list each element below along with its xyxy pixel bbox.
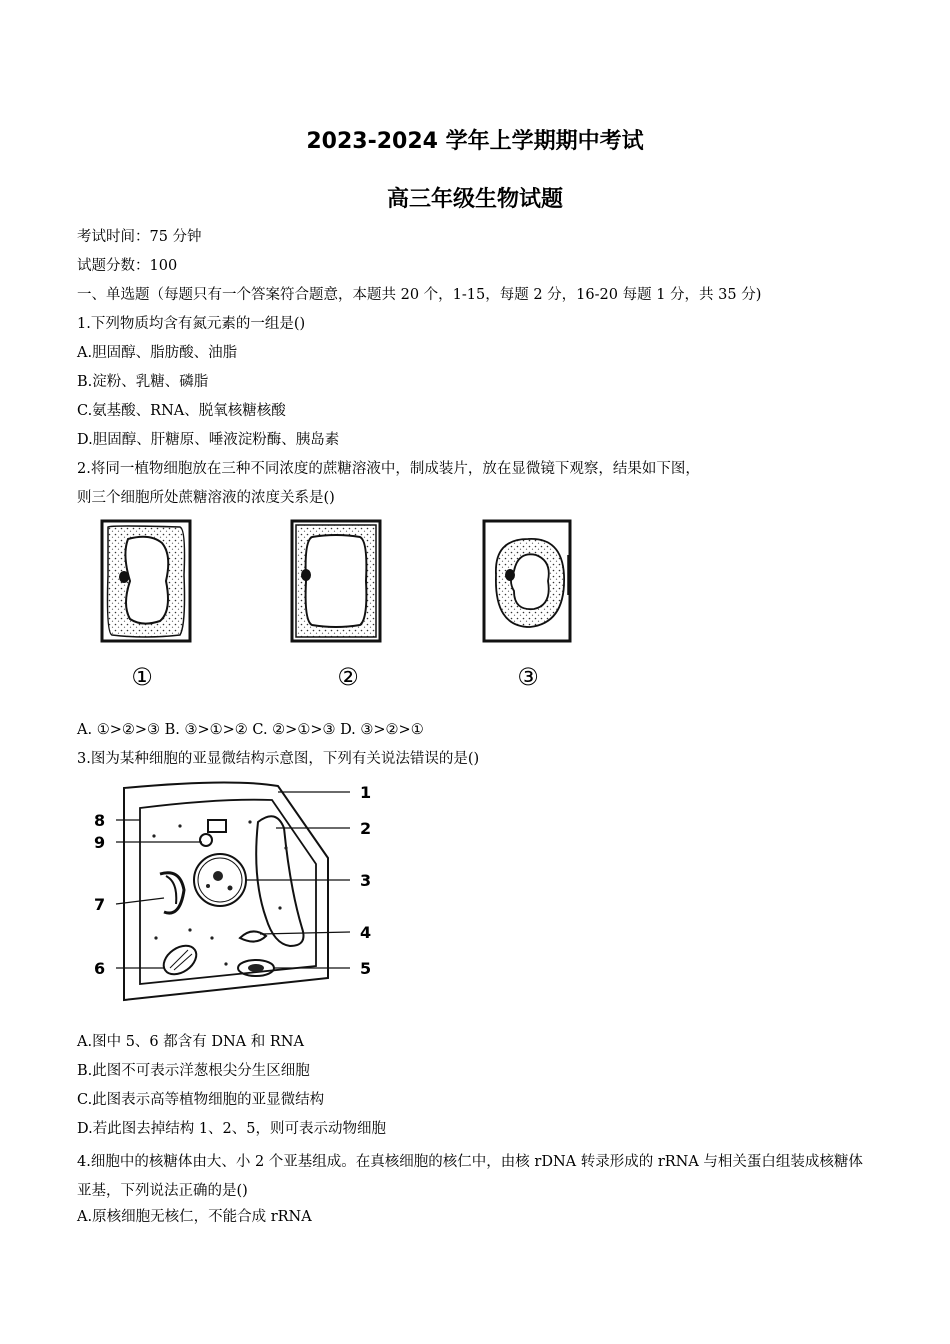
structure-label-3: 3 [360, 871, 372, 890]
structure-label-5: 5 [360, 959, 372, 978]
cell-label-3: ③ [517, 663, 539, 691]
structure-label-2: 2 [360, 819, 372, 838]
exam-title: 2023-2024 学年上学期期中考试 [306, 129, 644, 154]
q2-stem-line2: 则三个细胞所处蔗糖溶液的浓度关系是() [77, 490, 335, 506]
q1-option-a: A.胆固醇、脂肪酸、油脂 [77, 345, 238, 361]
q2-options: A. ①>②>③ B. ③>①>② C. ②>①>③ D. ③>②>① [77, 722, 424, 738]
structure-label-9: 9 [94, 833, 106, 852]
cell-3-diagram [484, 521, 570, 641]
cell-1-diagram [102, 521, 190, 641]
q1-option-b: B.淀粉、乳糖、磷脂 [77, 374, 209, 390]
structure-label-4: 4 [360, 923, 372, 942]
structure-label-7: 7 [94, 895, 106, 914]
q1-stem: 1.下列物质均含有氮元素的一组是() [77, 316, 306, 332]
q3-option-a: A.图中 5、6 都含有 DNA 和 RNA [77, 1034, 304, 1050]
exam-time: 考试时间：75 分钟 [77, 229, 202, 245]
q2-cell-figure [90, 515, 610, 700]
cell-label-1: ① [131, 663, 153, 691]
q3-option-c: C.此图表示高等植物细胞的亚显微结构 [77, 1092, 325, 1108]
structure-label-6: 6 [94, 959, 106, 978]
q3-option-b: B.此图不可表示洋葱根尖分生区细胞 [77, 1063, 310, 1079]
q4-stem: 4.细胞中的核糖体由大、小 2 个亚基组成。在真核细胞的核仁中，由核 rDNA 转录形成的 rRNA 与相关蛋白组装成核糖体亚基，下列说法正确的是() [77, 1154, 863, 1199]
section-heading: 一、单选题（每题只有一个答案符合题意，本题共 20 个，1-15，每题 2 分，16-20 每题 1 分，共 35 分) [77, 287, 762, 303]
exam-subtitle: 高三年级生物试题 [386, 187, 563, 212]
q3-option-d: D.若此图去掉结构 1、2、5，则可表示动物细胞 [77, 1121, 387, 1137]
cell-label-2: ② [337, 663, 359, 691]
structure-label-1: 1 [360, 783, 372, 802]
exam-score: 试题分数：100 [77, 258, 178, 274]
q2-stem-line1: 2.将同一植物细胞放在三种不同浓度的蔗糖溶液中，制成装片，放在显微镜下观察，结果如下图， [77, 461, 700, 477]
q4-option-a: A.原核细胞无核仁，不能合成 rRNA [77, 1209, 312, 1225]
q3-cell-structure-figure [80, 778, 390, 1008]
q1-option-d: D.胆固醇、肝糖原、唾液淀粉酶、胰岛素 [77, 432, 340, 448]
structure-label-8: 8 [94, 811, 106, 830]
q1-option-c: C.氨基酸、RNA、脱氧核糖核酸 [77, 403, 286, 419]
q3-stem: 3.图为某种细胞的亚显微结构示意图，下列有关说法错误的是() [77, 751, 480, 767]
cell-2-diagram [292, 521, 380, 641]
cell-structure-diagram [116, 782, 350, 1000]
